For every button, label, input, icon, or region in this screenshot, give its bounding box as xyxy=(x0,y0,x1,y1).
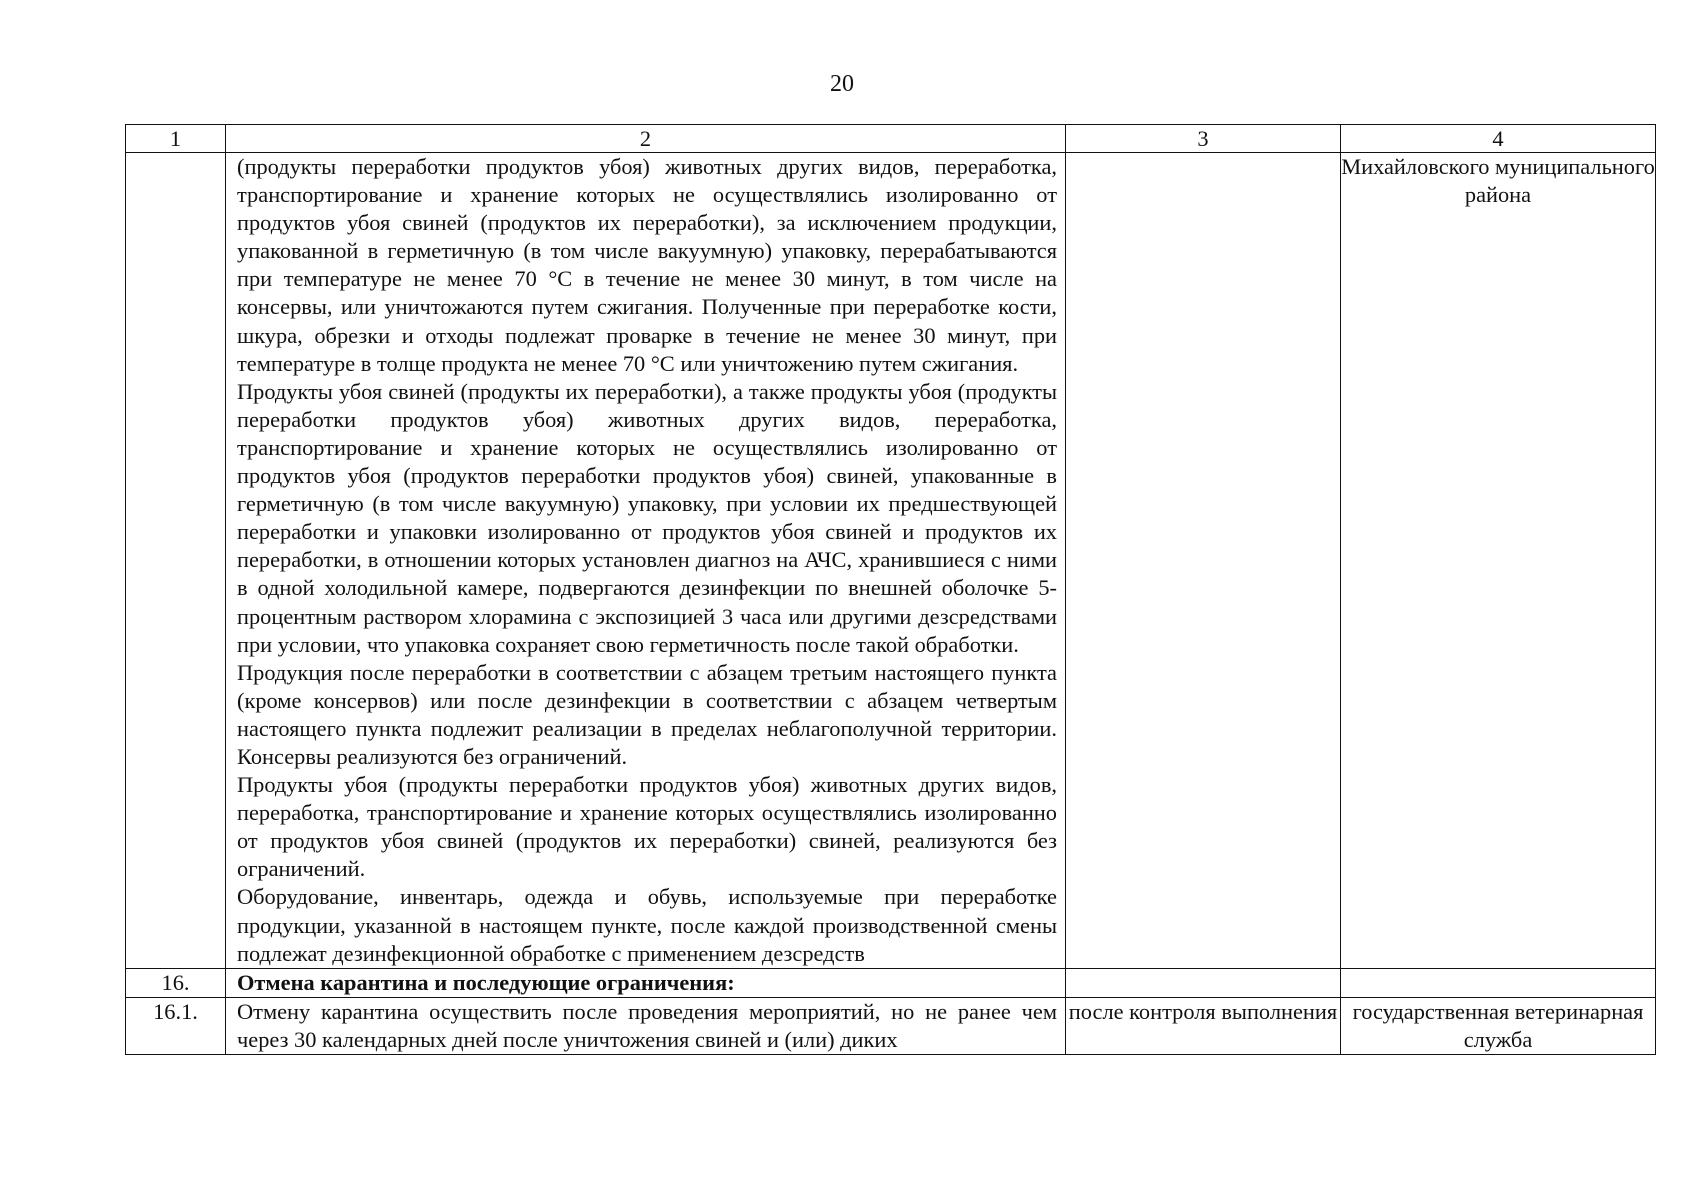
paragraph-1: (продукты переработки продуктов убоя) животных других видов, переработка, транспортирование и хранение которых не осуществлялись изолированно от продуктов убоя свиней (продуктов их переработки), за исключением продукции, упакованной в герметичную (в том числе вакуумную) упаковку, перерабатываются при температуре не менее 70 °С в течение не менее 30 минут, в том числе на консервы, или уничтожаются путем сжигания. Полученные при переработке кости, шкура, обрезки и отходы подлежат проварке в течение не менее 30 минут, при температуре в толще продукта не менее 70 °С или уничтожению путем сжигания. xyxy=(237,154,1057,376)
row-number-16-1: 16.1. xyxy=(126,997,226,1054)
section-number: 16. xyxy=(126,968,226,997)
section-empty-cell-4 xyxy=(1341,968,1656,997)
header-col-4: 4 xyxy=(1341,125,1656,153)
measure-text-16-1 xyxy=(226,997,1066,1054)
table-header-row xyxy=(126,125,1656,153)
responsible-cell: Михайловского муниципального района xyxy=(1341,153,1656,969)
header-col-2: 2 xyxy=(226,125,1066,153)
section-empty-cell-3 xyxy=(1066,968,1341,997)
page-number: 20 xyxy=(830,71,854,97)
section-title: Отмена карантина и последующие ограничения: xyxy=(226,968,1066,997)
deadline-16-1: после контроля выполнения xyxy=(1066,997,1341,1054)
row-number-cell xyxy=(126,153,226,969)
deadline-cell xyxy=(1066,153,1341,969)
measures-table xyxy=(125,124,1656,1055)
paragraph-2: Продукты убоя свиней (продукты их переработки), а также продукты убоя (продукты переработки продуктов убоя) животных других видов, переработка, транспортирование и хранение которых не осуществлялись изолированно от продуктов убоя (продуктов переработки продуктов убоя) свиней, упакованные в герметичную (в том числе вакуумную) упаковку, при условии их предшествующей переработки и упаковки изолированно от продуктов убоя свиней и продуктов их переработки, в отношении которых установлен диагноз на АЧС, хранившиеся с ними в одной холодильной камере, подвергаются дезинфекции по внешней оболочке 5-процентным раствором хлорамина с экспозицией 3 часа или другими дезсредствами при условии, что упаковка сохраняет свою герметичность после такой обработки. xyxy=(237,378,1057,657)
paragraph-5: Оборудование, инвентарь, одежда и обувь, используемые при переработке продукции, указанной в настоящем пункте, после каждой производственной смены подлежат дезинфекционной обработке с применением дезсредств xyxy=(237,884,1057,966)
paragraph-3: Продукция после переработки в соответствии с абзацем третьим настоящего пункта (кроме консервов) или после дезинфекции в соответствии с абзацем четвертым настоящего пункта подлежит реализации в пределах неблагополучной территории. Консервы реализуются без ограничений. xyxy=(237,659,1057,769)
table-row-continued xyxy=(126,153,1656,969)
measure-text-cell xyxy=(226,153,1066,969)
paragraph-4: Продукты убоя (продукты переработки продуктов убоя) животных других видов, переработка, транспортирование и хранение которых осуществлялись изолированно от продуктов убоя свиней (продуктов их переработки) свиней, реализуются без ограничений. xyxy=(237,772,1057,882)
section-row-16 xyxy=(126,968,1656,997)
measure-text-16-1-paragraph: Отмену карантина осуществить после проведения мероприятий, но не ранее чем через 30 календарных дней после уничтожения свиней и (или) диких xyxy=(237,998,1057,1052)
header-col-1: 1 xyxy=(126,125,226,153)
table-row-16-1 xyxy=(126,997,1656,1054)
header-col-3: 3 xyxy=(1066,125,1341,153)
responsible-16-1: государственная ветеринарная служба xyxy=(1341,997,1656,1054)
